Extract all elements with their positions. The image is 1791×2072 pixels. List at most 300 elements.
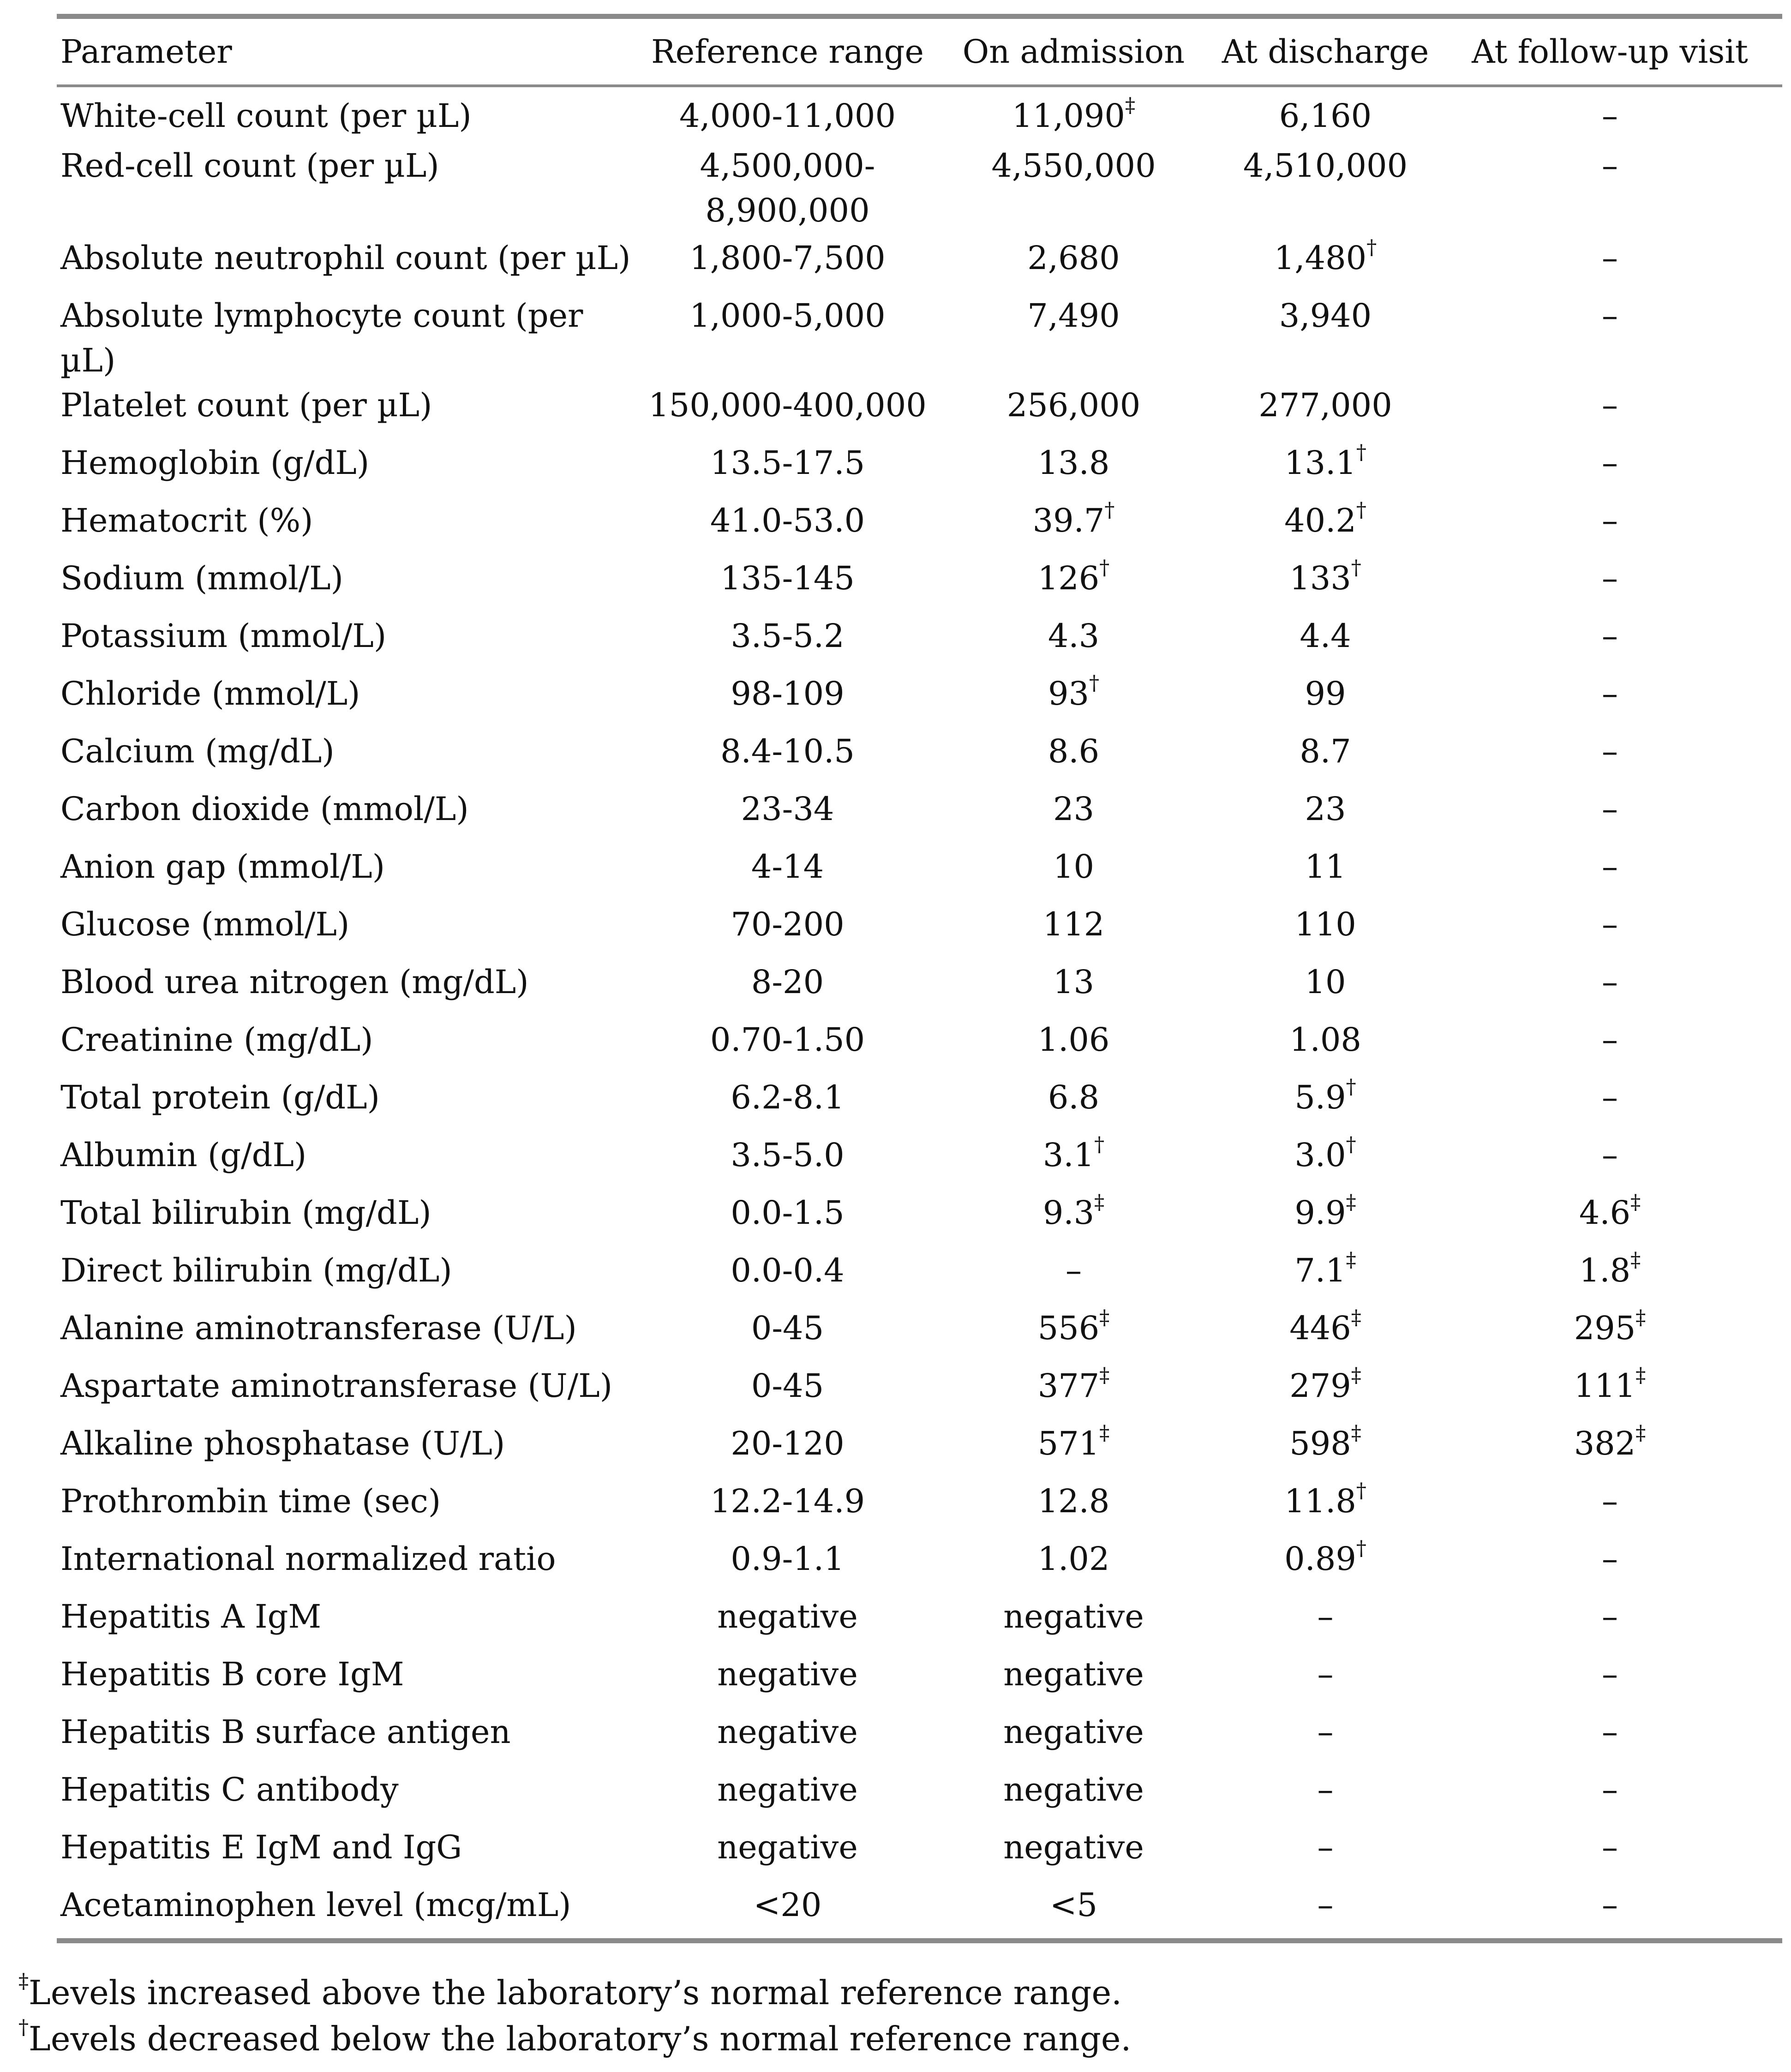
footnote-decreased [18, 2016, 1772, 2062]
cell-footnote-mark: ‡ [1630, 1191, 1641, 1214]
table-row [57, 1594, 1782, 1652]
cell-value: <20 [753, 1886, 822, 1924]
cell-reference-range [641, 1075, 934, 1133]
cell-value: 8.6 [1048, 732, 1100, 770]
cell-reference-range [641, 86, 934, 144]
cell-on-admission [934, 144, 1213, 236]
cell-value: 1,480 [1274, 239, 1367, 277]
cell-value: 6,160 [1279, 97, 1372, 135]
cell-footnote-mark: † [1104, 498, 1115, 522]
cell-at-discharge [1213, 293, 1438, 383]
cell-value: 111 [1574, 1367, 1636, 1405]
table-row [57, 1421, 1782, 1479]
cell-at-discharge [1213, 1883, 1438, 1940]
cell-value: Total bilirubin (mg/dL) [60, 1194, 431, 1232]
header-at-discharge: At discharge [1213, 17, 1438, 86]
cell-on-admission [934, 729, 1213, 787]
cell-value: 571 [1037, 1425, 1100, 1462]
cell-reference-range [641, 556, 934, 614]
cell-parameter [57, 614, 641, 671]
table-row [57, 1825, 1782, 1883]
table-row [57, 1191, 1782, 1248]
cell-reference-range [641, 293, 934, 383]
cell-value: negative [1003, 1598, 1144, 1635]
cell-value: – [1602, 905, 1618, 943]
cell-footnote-mark: † [1356, 1479, 1366, 1503]
cell-value: – [1602, 675, 1618, 713]
cell-value: 99 [1305, 675, 1346, 713]
cell-footnote-mark: ‡ [1346, 1191, 1356, 1214]
cell-on-admission [934, 1710, 1213, 1767]
header-reference-range: Reference range [641, 17, 934, 86]
table-row [57, 441, 1782, 498]
cell-value: 3,940 [1279, 297, 1372, 335]
cell-at-discharge [1213, 1133, 1438, 1191]
cell-value: 41.0-53.0 [710, 502, 865, 539]
cell-value: – [1602, 1828, 1618, 1866]
cell-value: Prothrombin time (sec) [60, 1482, 441, 1520]
cell-value: Creatinine (mg/dL) [60, 1021, 373, 1059]
cell-value: Platelet count (per µL) [60, 386, 432, 424]
cell-value: Anion gap (mmol/L) [60, 848, 385, 886]
cell-on-admission [934, 556, 1213, 614]
cell-on-admission [934, 1306, 1213, 1364]
cell-at-discharge [1213, 729, 1438, 787]
cell-footnote-mark: ‡ [1346, 1248, 1356, 1272]
cell-at-follow-up [1438, 787, 1782, 844]
cell-reference-range [641, 144, 934, 236]
cell-parameter [57, 441, 641, 498]
table-row [57, 844, 1782, 902]
cell-value: 8-20 [751, 963, 824, 1001]
cell-on-admission [934, 1883, 1213, 1940]
cell-value: 23 [1305, 790, 1346, 828]
cell-value: 126 [1037, 559, 1100, 597]
table-row [57, 787, 1782, 844]
cell-value: 4.4 [1300, 617, 1351, 655]
cell-on-admission [934, 1652, 1213, 1710]
cell-on-admission [934, 1479, 1213, 1537]
table-row [57, 498, 1782, 556]
cell-value: 382 [1574, 1425, 1636, 1462]
cell-value: – [1602, 1598, 1618, 1635]
cell-footnote-mark: † [1356, 498, 1366, 522]
cell-reference-range [641, 1825, 934, 1883]
cell-value: Absolute lymphocyte count (per µL) [60, 297, 583, 379]
cell-at-follow-up [1438, 1594, 1782, 1652]
cell-reference-range [641, 1883, 934, 1940]
cell-at-discharge [1213, 787, 1438, 844]
cell-value: – [1317, 1771, 1334, 1809]
cell-reference-range [641, 729, 934, 787]
cell-value: 39.7 [1032, 502, 1105, 539]
cell-value: 0.0-0.4 [731, 1252, 845, 1289]
cell-at-follow-up [1438, 498, 1782, 556]
cell-reference-range [641, 1248, 934, 1306]
cell-value: Hematocrit (%) [60, 502, 313, 539]
cell-value: International normalized ratio [60, 1540, 556, 1578]
cell-value: 556 [1037, 1309, 1100, 1347]
cell-value: 133 [1289, 559, 1351, 597]
header-on-admission: On admission [934, 17, 1213, 86]
cell-parameter [57, 236, 641, 293]
cell-value: – [1602, 1886, 1618, 1924]
cell-value: – [1602, 1713, 1618, 1751]
cell-value: Red-cell count (per µL) [60, 147, 439, 185]
cell-at-discharge [1213, 383, 1438, 441]
cell-on-admission [934, 844, 1213, 902]
cell-value: negative [1003, 1713, 1144, 1751]
cell-value: – [1317, 1598, 1334, 1635]
cell-value: 110 [1294, 905, 1356, 943]
cell-value: 13 [1053, 963, 1095, 1001]
cell-footnote-mark: † [1346, 1075, 1356, 1099]
cell-value: – [1602, 732, 1618, 770]
cell-value: Alkaline phosphatase (U/L) [60, 1425, 505, 1462]
cell-parameter [57, 1018, 641, 1075]
cell-value: 277,000 [1258, 386, 1392, 424]
cell-at-discharge [1213, 1421, 1438, 1479]
table-row [57, 1133, 1782, 1191]
cell-on-admission [934, 236, 1213, 293]
cell-at-follow-up [1438, 1364, 1782, 1421]
cell-at-discharge [1213, 441, 1438, 498]
cell-value: 1,800-7,500 [689, 239, 886, 277]
cell-on-admission [934, 1075, 1213, 1133]
cell-footnote-mark: ‡ [1094, 1191, 1105, 1214]
cell-at-follow-up [1438, 236, 1782, 293]
cell-parameter [57, 86, 641, 144]
cell-value: 295 [1574, 1309, 1636, 1347]
cell-on-admission [934, 1133, 1213, 1191]
cell-reference-range [641, 1652, 934, 1710]
cell-footnote-mark: ‡ [1125, 94, 1135, 117]
cell-value: 23 [1053, 790, 1095, 828]
cell-value: – [1602, 559, 1618, 597]
cell-parameter [57, 1710, 641, 1767]
cell-reference-range [641, 1710, 934, 1767]
cell-value: 0-45 [751, 1367, 824, 1405]
cell-reference-range [641, 498, 934, 556]
cell-value: Direct bilirubin (mg/dL) [60, 1252, 452, 1289]
cell-value: – [1602, 848, 1618, 886]
cell-value: 5.9 [1294, 1078, 1346, 1116]
cell-parameter [57, 556, 641, 614]
cell-on-admission [934, 960, 1213, 1018]
cell-value: – [1317, 1886, 1334, 1924]
cell-value: 12.8 [1037, 1482, 1110, 1520]
cell-value: 11 [1305, 848, 1346, 886]
cell-value: – [1602, 1540, 1618, 1578]
cell-reference-range [641, 1364, 934, 1421]
cell-value: negative [1003, 1771, 1144, 1809]
cell-value: 4,550,000 [991, 147, 1156, 185]
cell-value: Hepatitis C antibody [60, 1771, 399, 1809]
cell-reference-range [641, 441, 934, 498]
cell-parameter [57, 729, 641, 787]
cell-at-follow-up [1438, 902, 1782, 960]
cell-value: – [1602, 239, 1618, 277]
cell-value: 11.8 [1284, 1482, 1356, 1520]
cell-parameter [57, 1248, 641, 1306]
cell-value: 9.9 [1294, 1194, 1346, 1232]
table-row [57, 236, 1782, 293]
cell-on-admission [934, 293, 1213, 383]
cell-parameter [57, 1306, 641, 1364]
cell-on-admission [934, 787, 1213, 844]
cell-at-follow-up [1438, 1479, 1782, 1537]
cell-on-admission [934, 902, 1213, 960]
cell-value: negative [1003, 1655, 1144, 1693]
cell-value: 256,000 [1006, 386, 1141, 424]
cell-value: 40.2 [1284, 502, 1356, 539]
cell-parameter [57, 1883, 641, 1940]
cell-value: 23-34 [741, 790, 834, 828]
cell-value: 1.06 [1037, 1021, 1110, 1059]
table-row [57, 1652, 1782, 1710]
cell-at-discharge [1213, 556, 1438, 614]
cell-value: 7.1 [1294, 1252, 1346, 1289]
cell-value: negative [717, 1828, 858, 1866]
table-row [57, 1248, 1782, 1306]
cell-value: 93 [1048, 675, 1090, 713]
cell-reference-range [641, 787, 934, 844]
cell-at-discharge [1213, 236, 1438, 293]
cell-parameter [57, 1421, 641, 1479]
cell-value: 3.0 [1294, 1136, 1346, 1174]
cell-value: Total protein (g/dL) [60, 1078, 380, 1116]
footnote-increased [18, 1970, 1772, 2016]
table-row [57, 1883, 1782, 1940]
cell-value: – [1602, 1655, 1618, 1693]
cell-at-follow-up [1438, 1133, 1782, 1191]
cell-reference-range [641, 1018, 934, 1075]
cell-at-follow-up [1438, 671, 1782, 729]
cell-on-admission [934, 1537, 1213, 1594]
cell-at-follow-up [1438, 383, 1782, 441]
cell-parameter [57, 787, 641, 844]
cell-value: – [1066, 1252, 1082, 1289]
cell-value: 1.08 [1289, 1021, 1361, 1059]
footnote-mark: † [18, 2016, 29, 2039]
cell-parameter [57, 1825, 641, 1883]
cell-at-follow-up [1438, 1075, 1782, 1133]
cell-value: – [1602, 617, 1618, 655]
table-row [57, 1306, 1782, 1364]
cell-value: – [1602, 1136, 1618, 1174]
cell-at-discharge [1213, 498, 1438, 556]
cell-parameter [57, 671, 641, 729]
cell-value: 4.6 [1579, 1194, 1631, 1232]
cell-at-discharge [1213, 1652, 1438, 1710]
cell-value: Alanine aminotransferase (U/L) [60, 1309, 577, 1347]
footnote-text: Levels increased above the laboratory’s normal reference range. [29, 1973, 1122, 2012]
cell-at-follow-up [1438, 1537, 1782, 1594]
cell-parameter [57, 144, 641, 236]
cell-footnote-mark: ‡ [1099, 1421, 1110, 1445]
cell-at-discharge [1213, 1710, 1438, 1767]
cell-value: 13.8 [1037, 444, 1110, 482]
cell-at-follow-up [1438, 1710, 1782, 1767]
cell-value: negative [717, 1771, 858, 1809]
table-row [57, 1767, 1782, 1825]
cell-value: White-cell count (per µL) [60, 97, 472, 135]
table-row [57, 960, 1782, 1018]
cell-value: negative [717, 1713, 858, 1751]
cell-at-follow-up [1438, 1191, 1782, 1248]
cell-on-admission [934, 1364, 1213, 1421]
cell-value: Blood urea nitrogen (mg/dL) [60, 963, 529, 1001]
cell-value: 0.89 [1284, 1540, 1356, 1578]
cell-footnote-mark: † [1351, 556, 1361, 580]
cell-value: 1,000-5,000 [689, 297, 886, 335]
cell-at-follow-up [1438, 441, 1782, 498]
cell-parameter [57, 293, 641, 383]
cell-at-discharge [1213, 144, 1438, 236]
cell-value: Sodium (mmol/L) [60, 559, 343, 597]
cell-parameter [57, 902, 641, 960]
cell-at-follow-up [1438, 86, 1782, 144]
cell-footnote-mark: ‡ [1635, 1364, 1646, 1387]
cell-value: 3.5-5.2 [731, 617, 845, 655]
cell-value: Glucose (mmol/L) [60, 905, 350, 943]
cell-value: 13.5-17.5 [710, 444, 865, 482]
cell-value: 13.1 [1284, 444, 1356, 482]
cell-reference-range [641, 1537, 934, 1594]
cell-parameter [57, 498, 641, 556]
cell-value: 8.7 [1300, 732, 1351, 770]
cell-reference-range [641, 236, 934, 293]
cell-parameter [57, 1537, 641, 1594]
cell-at-follow-up [1438, 1248, 1782, 1306]
table-row [57, 144, 1782, 236]
cell-value: 12.2-14.9 [710, 1482, 865, 1520]
cell-value: – [1317, 1713, 1334, 1751]
cell-at-discharge [1213, 1364, 1438, 1421]
cell-on-admission [934, 1825, 1213, 1883]
cell-at-discharge [1213, 1537, 1438, 1594]
header-at-follow-up: At follow-up visit [1438, 17, 1782, 86]
cell-value: 0.0-1.5 [731, 1194, 845, 1232]
cell-reference-range [641, 1306, 934, 1364]
cell-value: Absolute neutrophil count (per µL) [60, 239, 631, 277]
cell-parameter [57, 1652, 641, 1710]
cell-value: 98-109 [731, 675, 845, 713]
cell-reference-range [641, 960, 934, 1018]
cell-value: 135-145 [720, 559, 855, 597]
cell-at-follow-up [1438, 1018, 1782, 1075]
cell-value: 1.02 [1037, 1540, 1110, 1578]
table-row [57, 729, 1782, 787]
cell-value: – [1602, 1078, 1618, 1116]
cell-parameter [57, 1133, 641, 1191]
cell-value: negative [717, 1655, 858, 1693]
cell-footnote-mark: † [1089, 671, 1100, 695]
cell-at-discharge [1213, 1825, 1438, 1883]
cell-footnote-mark: † [1099, 556, 1110, 580]
cell-footnote-mark: ‡ [1099, 1364, 1110, 1387]
cell-reference-range [641, 844, 934, 902]
cell-value: 377 [1037, 1367, 1100, 1405]
cell-footnote-mark: † [1356, 1537, 1366, 1560]
cell-value: – [1602, 297, 1618, 335]
cell-at-discharge [1213, 1594, 1438, 1652]
table-row [57, 293, 1782, 383]
cell-at-discharge [1213, 1018, 1438, 1075]
cell-parameter [57, 1364, 641, 1421]
cell-value: – [1602, 386, 1618, 424]
table-row [57, 1075, 1782, 1133]
cell-at-follow-up [1438, 293, 1782, 383]
cell-footnote-mark: ‡ [1351, 1306, 1361, 1329]
cell-parameter [57, 1075, 641, 1133]
cell-at-discharge [1213, 844, 1438, 902]
cell-value: 0.9-1.1 [731, 1540, 845, 1578]
cell-footnote-mark: † [1094, 1133, 1105, 1156]
cell-at-follow-up [1438, 1825, 1782, 1883]
cell-footnote-mark: † [1366, 236, 1377, 259]
cell-at-follow-up [1438, 844, 1782, 902]
cell-value: 8.4-10.5 [720, 732, 855, 770]
cell-on-admission [934, 1018, 1213, 1075]
cell-at-discharge [1213, 671, 1438, 729]
table-row [57, 86, 1782, 144]
table-row [57, 1364, 1782, 1421]
cell-value: Hepatitis B surface antigen [60, 1713, 511, 1751]
cell-value: 4,510,000 [1243, 147, 1408, 185]
cell-value: Hemoglobin (g/dL) [60, 444, 370, 482]
cell-at-follow-up [1438, 729, 1782, 787]
cell-value: 3.1 [1042, 1136, 1095, 1174]
cell-value: 20-120 [731, 1425, 845, 1462]
cell-at-follow-up [1438, 144, 1782, 236]
cell-parameter [57, 1191, 641, 1248]
table-header-row [57, 17, 1782, 86]
cell-value: – [1317, 1655, 1334, 1693]
cell-value: – [1317, 1828, 1334, 1866]
cell-value: Chloride (mmol/L) [60, 675, 360, 713]
cell-parameter [57, 383, 641, 441]
cell-value: <5 [1049, 1886, 1098, 1924]
cell-on-admission [934, 671, 1213, 729]
cell-on-admission [934, 498, 1213, 556]
cell-at-follow-up [1438, 1306, 1782, 1364]
cell-reference-range [641, 671, 934, 729]
cell-value: 7,490 [1027, 297, 1120, 335]
cell-parameter [57, 1594, 641, 1652]
cell-value: Calcium (mg/dL) [60, 732, 335, 770]
cell-reference-range [641, 1594, 934, 1652]
cell-value: 70-200 [731, 905, 845, 943]
cell-at-discharge [1213, 1767, 1438, 1825]
cell-value: Hepatitis A IgM [60, 1598, 322, 1635]
cell-footnote-mark: ‡ [1099, 1306, 1110, 1329]
cell-value: negative [1003, 1828, 1144, 1866]
footnote-mark: ‡ [18, 1970, 29, 1993]
cell-value: – [1602, 1771, 1618, 1809]
cell-on-admission [934, 1191, 1213, 1248]
cell-at-discharge [1213, 1248, 1438, 1306]
cell-parameter [57, 1479, 641, 1537]
cell-reference-range [641, 1479, 934, 1537]
cell-value: 0-45 [751, 1309, 824, 1347]
cell-reference-range [641, 383, 934, 441]
table-row [57, 902, 1782, 960]
cell-reference-range [641, 902, 934, 960]
table-row [57, 383, 1782, 441]
cell-at-follow-up [1438, 960, 1782, 1018]
cell-value: negative [717, 1598, 858, 1635]
